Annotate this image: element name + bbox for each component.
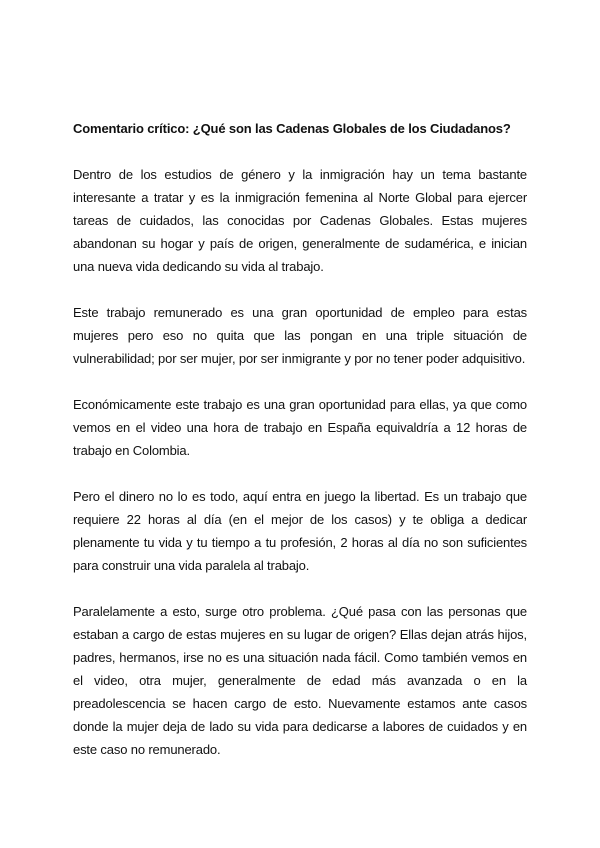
- paragraph-3: Económicamente este trabajo es una gran oportunidad para ellas, ya que como vemos en el video una hora de trabajo en España equivaldría a 12 horas de trabajo en Colombia.: [73, 397, 527, 458]
- paragraph-5: Paralelamente a esto, surge otro problema. ¿Qué pasa con las personas que estaban a cargo de estas mujeres en su lugar de origen? Ellas dejan atrás hijos, padres, hermanos, irse no es una situación nada fácil. Como también vemos en el video, otra mujer, generalmente de edad más avanzada o en la preadolescencia se hacen cargo de esto. Nuevamente estamos ante casos donde la mujer deja de lado su vida para dedicarse a labores de cuidados y en este caso no remunerado.: [73, 604, 527, 757]
- document-body: [73, 117, 527, 761]
- document-title: Comentario crítico: ¿Qué son las Cadenas Globales de los Ciudadanos?: [73, 121, 511, 136]
- paragraph-1: Dentro de los estudios de género y la inmigración hay un tema bastante interesante a tratar y es la inmigración femenina al Norte Global para ejercer tareas de cuidados, las conocidas por Cadenas Globales. Estas mujeres abandonan su hogar y país de origen, generalmente de sudamérica, e inician una nueva vida dedicando su vida al trabajo.: [73, 167, 527, 274]
- paragraph-4: Pero el dinero no lo es todo, aquí entra en juego la libertad. Es un trabajo que requiere 22 horas al día (en el mejor de los casos) y te obliga a dedicar plenamente tu vida y tu tiempo a tu profesión, 2 horas al día no son suficientes para construir una vida paralela al trabajo.: [73, 489, 527, 573]
- paragraph-2: Este trabajo remunerado es una gran oportunidad de empleo para estas mujeres pero eso no quita que las pongan en una triple situación de vulnerabilidad; por ser mujer, por ser inmigrante y por no tener poder adquisitivo.: [73, 305, 527, 366]
